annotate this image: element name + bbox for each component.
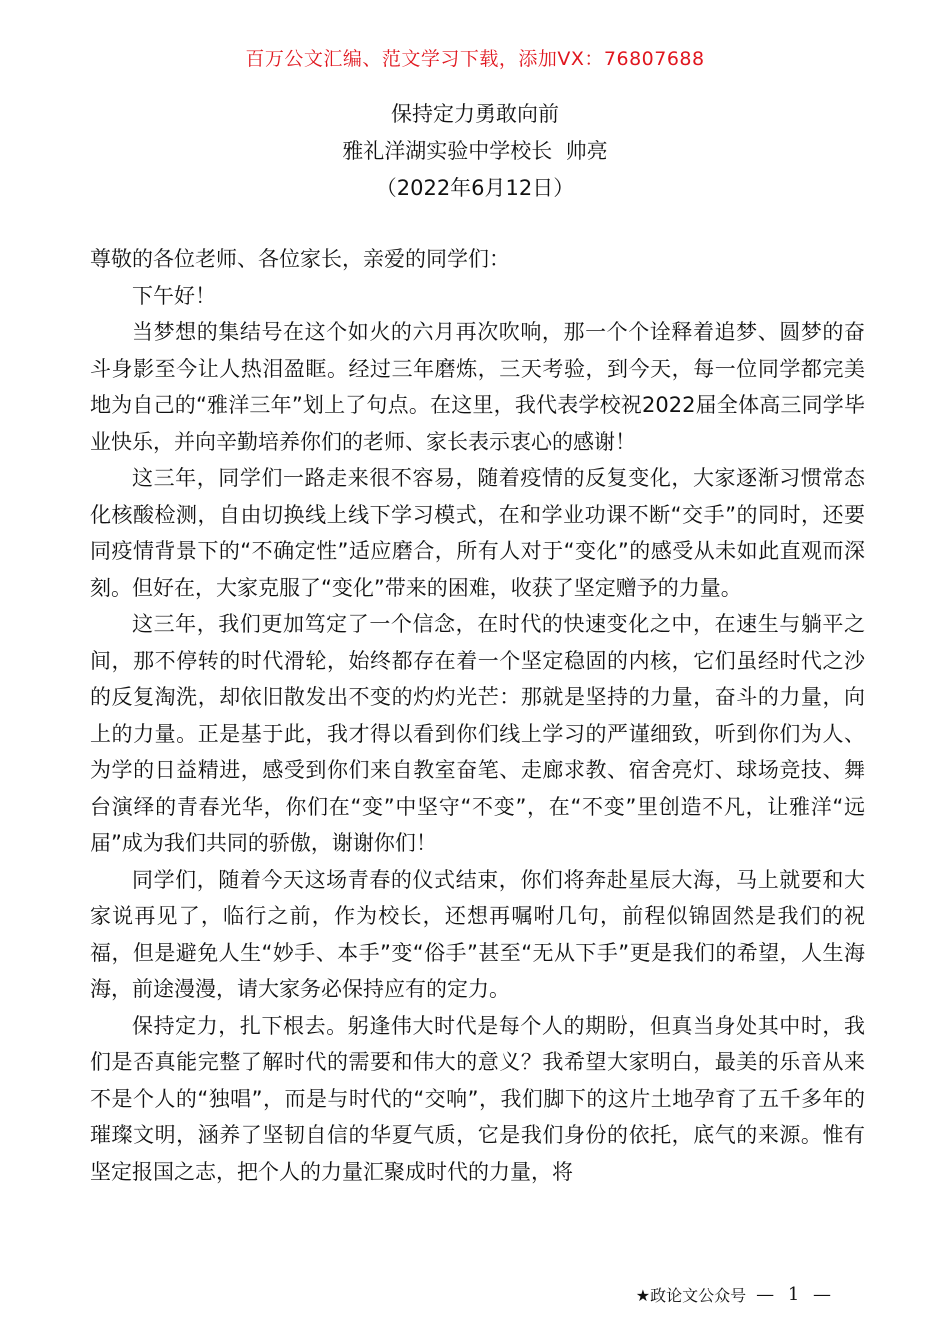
paragraph: 当梦想的集结号在这个如火的六月再次吹响，那一个个诠释着追梦、圆梦的奋斗身影至今让人热泪盈眶。经过三年磨炼，三天考验，到今天，每一位同学都完美地为自己的“雅洋三年”划上了句点。在这里，我代表学校祝2022届全体高三同学毕业快乐，并向辛勤培养你们的老师、家长表示衷心的感谢！ [90,320,865,454]
page-footer [636,1283,835,1306]
author-line: 雅礼洋湖实验中学校长 帅亮 [342,139,608,163]
speech-body [90,241,865,1190]
salutation: 尊敬的各位老师、各位家长，亲爱的同学们： [90,247,510,271]
paragraph: 这三年，同学们一路走来很不容易，随着疫情的反复变化，大家逐渐习惯常态化核酸检测，自由切换线上线下学习模式，在和学业功课不断“交手”的同时，还要同疫情背景下的“不确定性”适应磨合，所有人对于“变化”的感受从未如此直观而深刻。但好在，大家克服了“变化”带来的困难，收获了坚定赠予的力量。 [90,466,865,600]
footer-source: ★政论文公众号 [635,1286,747,1305]
document-title: 保持定力勇敢向前 [391,102,559,126]
page-number: — 1 — [756,1284,835,1305]
paragraph: 保持定力，扎下根去。躬逢伟大时代是每个人的期盼，但真当身处其中时，我们是否真能完整了解时代的需要和伟大的意义？我希望大家明白，最美的乐音从来不是个人的“独唱”，而是与时代的“交响”，我们脚下的这片土地孕育了五千多年的璀璨文明，涵养了坚韧自信的华夏气质，它是我们身份的依托，底气的来源。惟有坚定报国之志，把个人的力量汇聚成时代的力量，将 [90,1013,865,1184]
paragraph: 同学们，随着今天这场青春的仪式结束，你们将奔赴星辰大海，马上就要和大家说再见了，临行之前，作为校长，还想再嘱咐几句，前程似锦固然是我们的祝福，但是避免人生“妙手、本手”变“俗手”甚至“无从下手”更是我们的希望，人生海海，前途漫漫，请大家务必保持应有的定力。 [90,867,865,1001]
promo-banner: 百万公文汇编、范文学习下载，添加VX：76807688 [245,48,705,70]
date-line: （2022年6月12日） [375,176,575,200]
title-block [0,96,950,207]
paragraph-greeting: 下午好！ [132,283,216,308]
paragraph: 这三年，我们更加笃定了一个信念，在时代的快速变化之中，在速生与躺平之间，那不停转的时代滑轮，始终都存在着一个坚定稳固的内核，它们虽经时代之沙的反复淘洗，却依旧散发出不变的灼灼光芒：那就是坚持的力量，奋斗的力量，向上的力量。正是基于此，我才得以看到你们线上学习的严谨细致，听到你们为人、为学的日益精进，感受到你们来自教室奋笔、走廊求教、宿舍亮灯、球场竞技、舞台演绎的青春光华，你们在“变”中坚守“不变”，在“不变”里创造不凡，让雅洋“远届”成为我们共同的骄傲，谢谢你们！ [90,612,865,855]
